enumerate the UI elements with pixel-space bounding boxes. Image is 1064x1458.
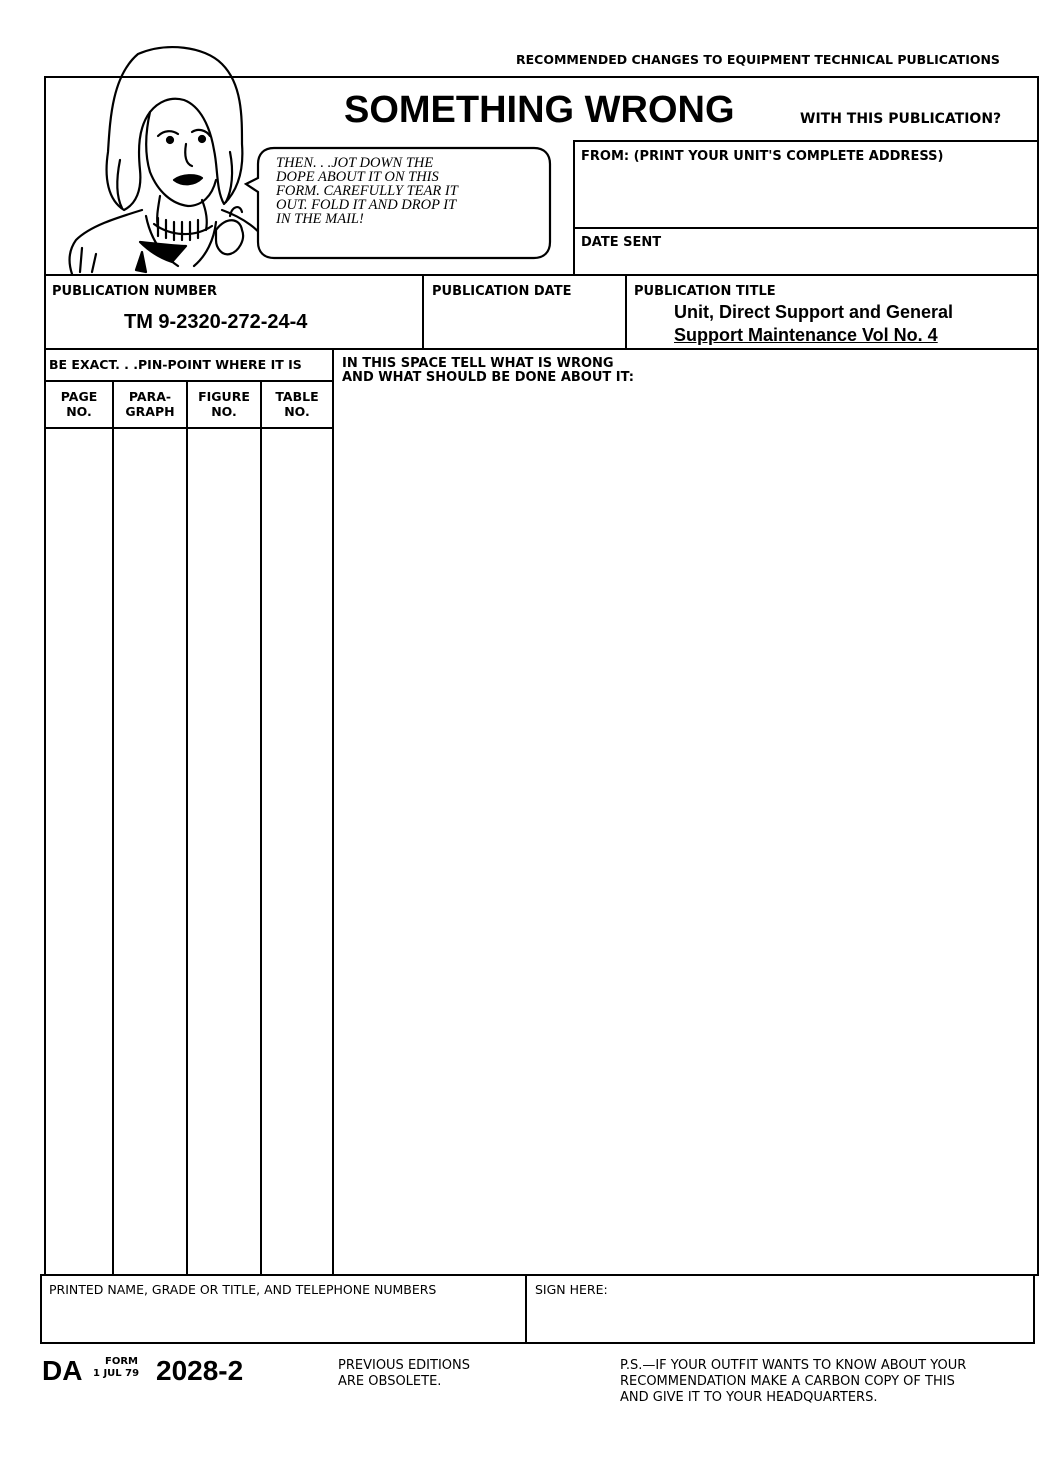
publication-number-label: PUBLICATION NUMBER (52, 284, 218, 299)
comments-label-line1: IN THIS SPACE TELL WHAT IS WRONG (342, 356, 614, 371)
divider (332, 348, 334, 1276)
divider (573, 227, 1039, 229)
column-header-line: TABLE (275, 389, 319, 404)
from-label: FROM: (PRINT YOUR UNIT'S COMPLETE ADDRESS) (581, 149, 944, 164)
form-title: SOMETHING WRONG (344, 89, 735, 131)
form-word: FORM (105, 1356, 138, 1367)
column-header-table (262, 389, 332, 419)
form-date: 1 JUL 79 (93, 1368, 140, 1379)
divider (44, 380, 334, 382)
printed-name-label: PRINTED NAME, GRADE OR TITLE, AND TELEPHONE NUMBERS (49, 1282, 437, 1297)
column-header-line: FIGURE (198, 389, 250, 404)
column-header-line: PARA- (128, 389, 172, 404)
divider (625, 274, 627, 350)
balloon-line: OUT. FOLD IT AND DROP IT (276, 197, 457, 213)
publication-number-value[interactable]: TM 9-2320-272-24-4 (124, 311, 308, 333)
date-sent-label: DATE SENT (581, 235, 662, 250)
previous-editions-note (338, 1358, 470, 1390)
divider (422, 274, 424, 350)
printed-name-field[interactable] (46, 1300, 522, 1340)
date-sent-field[interactable] (670, 232, 1030, 270)
paragraph-column[interactable] (114, 429, 186, 1274)
signature-field[interactable] (530, 1298, 1030, 1340)
ps-note (620, 1358, 966, 1406)
note-line: P.S.—IF YOUR OUTFIT WANTS TO KNOW ABOUT YOUR (620, 1358, 967, 1373)
divider (525, 1274, 527, 1344)
column-header-line: NO. (211, 404, 237, 419)
column-header-figure (188, 389, 260, 419)
publication-title-line2[interactable]: Support Maintenance Vol No. 4 (674, 325, 938, 345)
column-header-page (46, 389, 112, 419)
balloon-line: FORM. CAREFULLY TEAR IT (276, 183, 458, 199)
balloon-line: THEN. . .JOT DOWN THE (276, 155, 434, 171)
publication-title-line1[interactable]: Unit, Direct Support and General (674, 302, 954, 322)
note-line: RECOMMENDATION MAKE A CARBON COPY OF THIS (620, 1374, 955, 1389)
figure-number-column[interactable] (188, 429, 260, 1274)
balloon-text (276, 156, 458, 226)
column-header-paragraph (114, 389, 186, 419)
form-number: 2028-2 (156, 1355, 244, 1386)
balloon-line: IN THE MAIL! (276, 211, 364, 227)
pinpoint-header: BE EXACT. . .PIN-POINT WHERE IT IS (49, 357, 302, 372)
publication-title-label: PUBLICATION TITLE (634, 284, 776, 299)
note-line: ARE OBSOLETE. (338, 1374, 442, 1389)
from-address-field[interactable] (580, 168, 1030, 224)
column-header-line: PAGE (60, 389, 98, 404)
note-line: PREVIOUS EDITIONS (338, 1358, 470, 1373)
comments-field[interactable] (336, 390, 1034, 1272)
sign-here-label: SIGN HERE: (535, 1282, 608, 1297)
table-number-column[interactable] (262, 429, 332, 1274)
publication-date-field[interactable] (430, 304, 618, 344)
column-header-line: NO. (284, 404, 310, 419)
column-header-line: NO. (66, 404, 92, 419)
comments-label-line2: AND WHAT SHOULD BE DONE ABOUT IT: (342, 370, 634, 385)
form-title-suffix: WITH THIS PUBLICATION? (800, 111, 1002, 127)
form-caption: RECOMMENDED CHANGES TO EQUIPMENT TECHNICAL PUBLICATIONS (516, 52, 1000, 67)
note-line: AND GIVE IT TO YOUR HEADQUARTERS. (620, 1390, 878, 1405)
publication-date-label: PUBLICATION DATE (432, 284, 572, 299)
column-header-line: GRAPH (125, 404, 175, 419)
form-da: DA (42, 1355, 83, 1386)
balloon-line: DOPE ABOUT IT ON THIS (276, 169, 439, 185)
page-number-column[interactable] (46, 429, 112, 1274)
